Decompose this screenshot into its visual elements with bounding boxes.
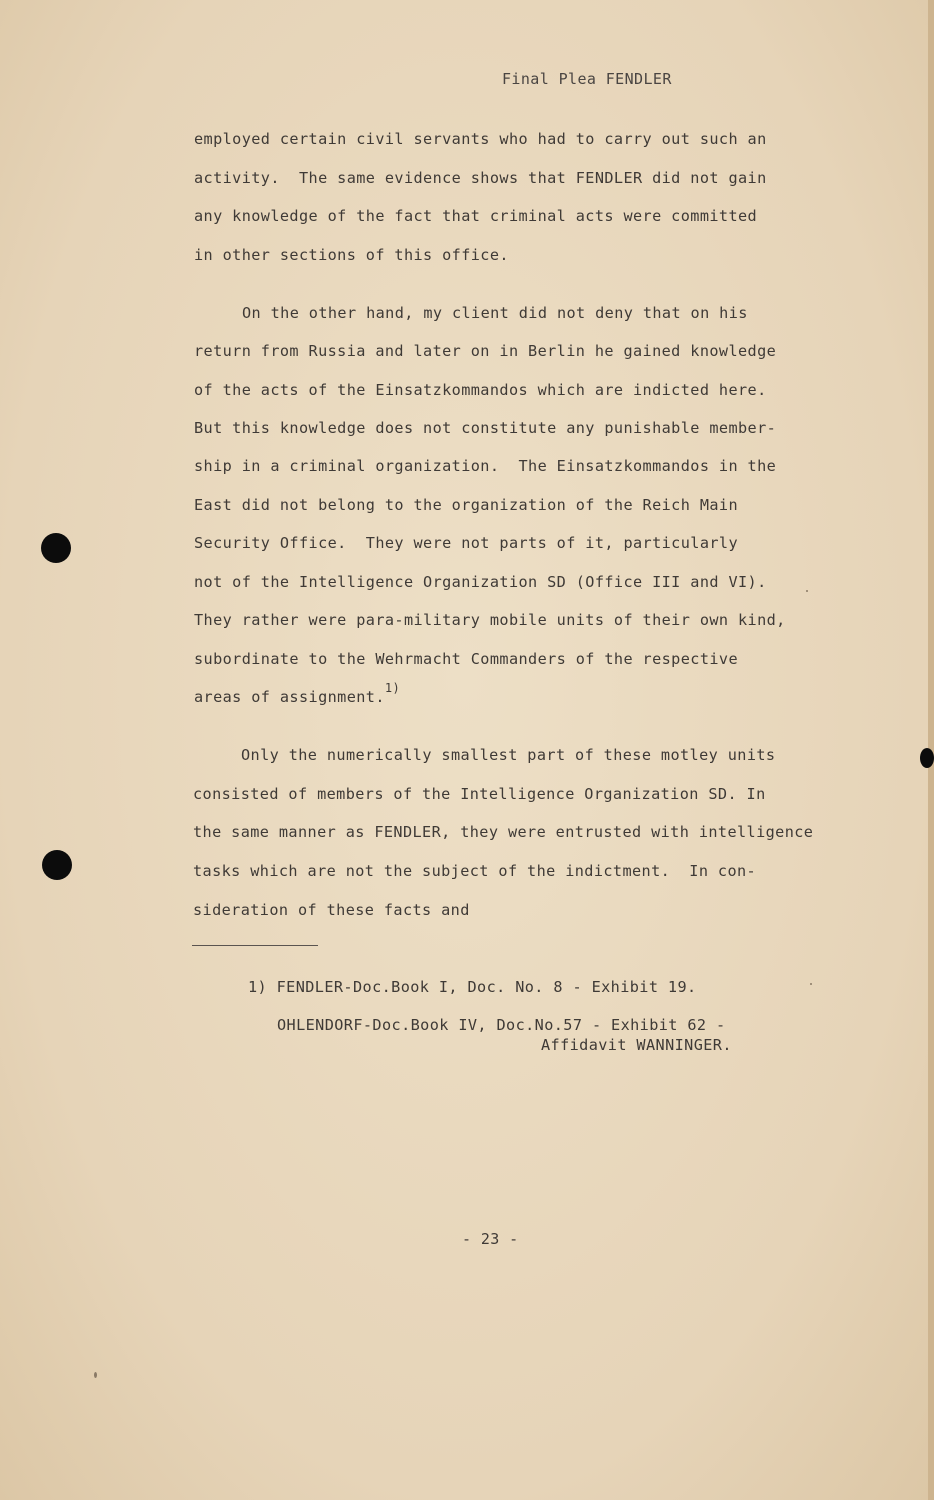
paper-speck bbox=[810, 983, 812, 985]
page-number: - 23 - bbox=[462, 1230, 519, 1248]
paper-speck bbox=[806, 590, 808, 592]
text-line: They rather were para-military mobile units of their own kind, bbox=[194, 611, 786, 629]
text-line: tasks which are not the subject of the indictment. In con- bbox=[193, 862, 757, 880]
text-line: East did not belong to the organization of the Reich Main bbox=[194, 496, 738, 514]
text-line: ship in a criminal organization. The Einsatzkommandos in the bbox=[194, 457, 777, 475]
text-line: any knowledge of the fact that criminal acts were committed bbox=[194, 207, 758, 225]
text-line: consisted of members of the Intelligence Organization SD. In bbox=[193, 785, 766, 803]
text-line: the same manner as FENDLER, they were entrusted with intelligence bbox=[193, 823, 814, 841]
text-line: in other sections of this office. bbox=[194, 246, 509, 264]
text-line: But this knowledge does not constitute any punishable member- bbox=[194, 419, 777, 437]
edge-mark bbox=[920, 748, 934, 768]
footnote-line: OHLENDORF-Doc.Book IV, Doc.No.57 - Exhibit 62 - bbox=[277, 1016, 726, 1034]
footnote-divider bbox=[192, 945, 318, 946]
text-line: employed certain civil servants who had to carry out such an bbox=[194, 130, 767, 148]
paper-speck bbox=[94, 1372, 97, 1378]
text-line: activity. The same evidence shows that FENDLER did not gain bbox=[194, 169, 767, 187]
text-line: Only the numerically smallest part of these motley units bbox=[241, 746, 776, 764]
footnote-line: Affidavit WANNINGER. bbox=[541, 1036, 732, 1054]
footnote-reference: 1) bbox=[384, 681, 401, 695]
text-line: Security Office. They were not parts of it, particularly bbox=[194, 534, 738, 552]
text-line: subordinate to the Wehrmacht Commanders of the respective bbox=[194, 650, 738, 668]
text-span: areas of assignment. bbox=[194, 688, 385, 706]
punch-hole bbox=[41, 533, 71, 563]
page-header: Final Plea FENDLER bbox=[502, 70, 672, 88]
punch-hole bbox=[42, 850, 72, 880]
text-line bbox=[194, 681, 401, 706]
text-line: of the acts of the Einsatzkommandos which are indicted here. bbox=[194, 381, 767, 399]
text-line: not of the Intelligence Organization SD (Office III and VI). bbox=[194, 573, 767, 591]
text-line: return from Russia and later on in Berlin he gained knowledge bbox=[194, 342, 777, 360]
text-line: On the other hand, my client did not deny that on his bbox=[242, 304, 748, 322]
footnote-line: 1) FENDLER-Doc.Book I, Doc. No. 8 - Exhibit 19. bbox=[248, 978, 697, 996]
text-line: sideration of these facts and bbox=[193, 901, 470, 919]
